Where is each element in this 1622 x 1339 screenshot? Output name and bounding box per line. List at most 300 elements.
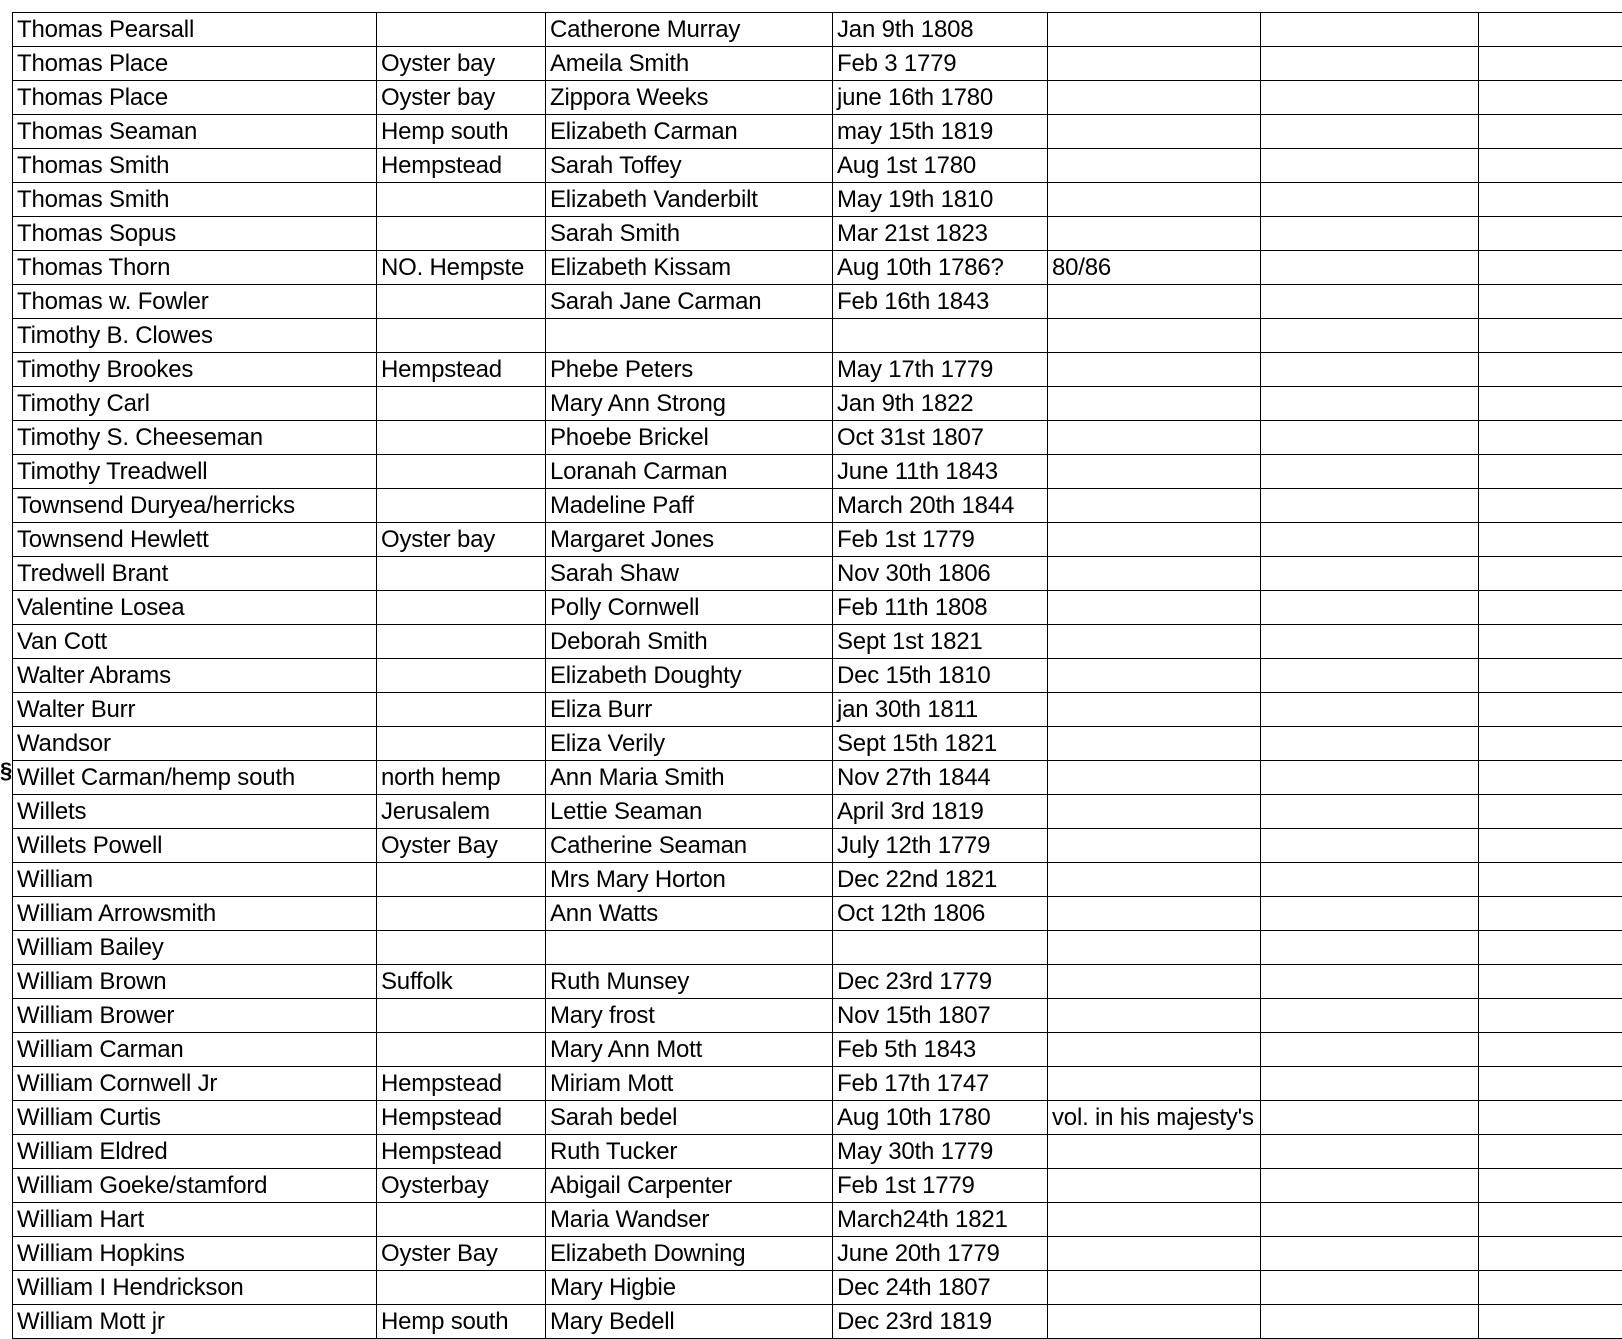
empty-cell <box>1479 965 1622 999</box>
marriage-date-cell: Jan 9th 1822 <box>833 387 1048 421</box>
spouse-name-cell: Elizabeth Carman <box>546 115 833 149</box>
empty-cell <box>1261 217 1479 251</box>
spouse-name-cell: Ruth Munsey <box>546 965 833 999</box>
marriage-date-cell <box>833 931 1048 965</box>
marriage-date-cell: Aug 1st 1780 <box>833 149 1048 183</box>
marriage-date-cell: Dec 23rd 1779 <box>833 965 1048 999</box>
note-cell <box>1048 1135 1261 1169</box>
marriage-date-cell: July 12th 1779 <box>833 829 1048 863</box>
empty-cell <box>1479 625 1622 659</box>
empty-cell <box>1479 319 1622 353</box>
note-cell <box>1048 625 1261 659</box>
spouse-name-cell: Sarah Toffey <box>546 149 833 183</box>
note-cell <box>1048 931 1261 965</box>
marriage-date-cell: Dec 24th 1807 <box>833 1271 1048 1305</box>
place-cell <box>377 13 546 47</box>
empty-cell <box>1479 1305 1622 1339</box>
empty-cell <box>1479 1237 1622 1271</box>
empty-cell <box>1479 1067 1622 1101</box>
marriage-date-cell: Oct 31st 1807 <box>833 421 1048 455</box>
note-cell <box>1048 557 1261 591</box>
place-cell: Hempstead <box>377 1101 546 1135</box>
spouse-name-cell: Elizabeth Kissam <box>546 251 833 285</box>
spouse-name-cell: Ann Maria Smith <box>546 761 833 795</box>
spouse-name-cell: Sarah Jane Carman <box>546 285 833 319</box>
note-cell <box>1048 1237 1261 1271</box>
marriage-date-cell: Dec 22nd 1821 <box>833 863 1048 897</box>
spouse-name-cell: Elizabeth Downing <box>546 1237 833 1271</box>
marriage-date-cell: Sept 1st 1821 <box>833 625 1048 659</box>
groom-name-cell: Timothy Treadwell <box>13 455 377 489</box>
table-row <box>13 1305 1622 1339</box>
groom-name-cell: Townsend Hewlett <box>13 523 377 557</box>
spouse-name-cell: Eliza Burr <box>546 693 833 727</box>
table-row <box>13 421 1622 455</box>
table-row <box>13 1203 1622 1237</box>
empty-cell <box>1261 1101 1479 1135</box>
empty-cell <box>1479 999 1622 1033</box>
groom-name-cell: William Arrowsmith <box>13 897 377 931</box>
empty-cell <box>1261 1067 1479 1101</box>
empty-cell <box>1479 285 1622 319</box>
empty-cell <box>1479 81 1622 115</box>
marriage-date-cell: Aug 10th 1780 <box>833 1101 1048 1135</box>
empty-cell <box>1479 13 1622 47</box>
groom-name-cell: Thomas Sopus <box>13 217 377 251</box>
empty-cell <box>1479 659 1622 693</box>
place-cell <box>377 319 546 353</box>
place-cell: Hempstead <box>377 1135 546 1169</box>
empty-cell <box>1261 1203 1479 1237</box>
marriage-date-cell: may 15th 1819 <box>833 115 1048 149</box>
note-cell <box>1048 999 1261 1033</box>
empty-cell <box>1261 1033 1479 1067</box>
place-cell <box>377 557 546 591</box>
empty-cell <box>1261 625 1479 659</box>
empty-cell <box>1479 761 1622 795</box>
note-cell <box>1048 421 1261 455</box>
groom-name-cell: Willets Powell <box>13 829 377 863</box>
place-cell: Oyster bay <box>377 81 546 115</box>
spouse-name-cell: Elizabeth Doughty <box>546 659 833 693</box>
marriage-date-cell: Feb 3 1779 <box>833 47 1048 81</box>
place-cell <box>377 897 546 931</box>
groom-name-cell: Thomas Place <box>13 81 377 115</box>
groom-name-cell: Walter Burr <box>13 693 377 727</box>
table-row <box>13 251 1622 285</box>
empty-cell <box>1261 1169 1479 1203</box>
table-row <box>13 455 1622 489</box>
marriage-date-cell: Sept 15th 1821 <box>833 727 1048 761</box>
spouse-name-cell: Loranah Carman <box>546 455 833 489</box>
note-cell <box>1048 523 1261 557</box>
groom-name-cell: Wandsor <box>13 727 377 761</box>
place-cell <box>377 727 546 761</box>
spouse-name-cell: Polly Cornwell <box>546 591 833 625</box>
empty-cell <box>1261 931 1479 965</box>
marriage-date-cell: Nov 30th 1806 <box>833 557 1048 591</box>
place-cell: Hempstead <box>377 1067 546 1101</box>
empty-cell <box>1479 47 1622 81</box>
table-row <box>13 285 1622 319</box>
table-row <box>13 319 1622 353</box>
empty-cell <box>1261 591 1479 625</box>
groom-name-cell: Willet Carman/hemp south <box>13 761 377 795</box>
spouse-name-cell: Mary Bedell <box>546 1305 833 1339</box>
empty-cell <box>1261 727 1479 761</box>
empty-cell <box>1261 1237 1479 1271</box>
spouse-name-cell: Abigail Carpenter <box>546 1169 833 1203</box>
empty-cell <box>1261 319 1479 353</box>
marriage-date-cell: Mar 21st 1823 <box>833 217 1048 251</box>
place-cell <box>377 285 546 319</box>
marriage-date-cell: May 19th 1810 <box>833 183 1048 217</box>
groom-name-cell: William Bailey <box>13 931 377 965</box>
marriage-date-cell: Nov 27th 1844 <box>833 761 1048 795</box>
groom-name-cell: Van Cott <box>13 625 377 659</box>
empty-cell <box>1479 353 1622 387</box>
empty-cell <box>1261 285 1479 319</box>
marriage-date-cell: Dec 23rd 1819 <box>833 1305 1048 1339</box>
place-cell <box>377 693 546 727</box>
note-cell <box>1048 149 1261 183</box>
table-row <box>13 1135 1622 1169</box>
table-row <box>13 863 1622 897</box>
table-row <box>13 47 1622 81</box>
marriage-date-cell: Feb 1st 1779 <box>833 1169 1048 1203</box>
table-row <box>13 1169 1622 1203</box>
marriage-date-cell: Nov 15th 1807 <box>833 999 1048 1033</box>
table-row <box>13 591 1622 625</box>
groom-name-cell: Thomas Pearsall <box>13 13 377 47</box>
marriage-date-cell: june 16th 1780 <box>833 81 1048 115</box>
empty-cell <box>1479 557 1622 591</box>
empty-cell <box>1261 421 1479 455</box>
marriage-date-cell: June 20th 1779 <box>833 1237 1048 1271</box>
place-cell <box>377 455 546 489</box>
empty-cell <box>1261 455 1479 489</box>
place-cell: Jerusalem <box>377 795 546 829</box>
empty-cell <box>1479 183 1622 217</box>
empty-cell <box>1261 489 1479 523</box>
place-cell <box>377 1203 546 1237</box>
note-cell <box>1048 455 1261 489</box>
spouse-name-cell: Zippora Weeks <box>546 81 833 115</box>
marriage-date-cell: Oct 12th 1806 <box>833 897 1048 931</box>
spouse-name-cell: Ameila Smith <box>546 47 833 81</box>
spouse-name-cell: Deborah Smith <box>546 625 833 659</box>
note-cell: 80/86 <box>1048 251 1261 285</box>
groom-name-cell: Tredwell Brant <box>13 557 377 591</box>
groom-name-cell: William Brower <box>13 999 377 1033</box>
empty-cell <box>1261 183 1479 217</box>
note-cell <box>1048 319 1261 353</box>
marriage-date-cell: May 17th 1779 <box>833 353 1048 387</box>
note-cell <box>1048 1203 1261 1237</box>
empty-cell <box>1261 761 1479 795</box>
spouse-name-cell: Mrs Mary Horton <box>546 863 833 897</box>
table-row <box>13 727 1622 761</box>
note-cell <box>1048 13 1261 47</box>
empty-cell <box>1261 387 1479 421</box>
marriage-date-cell: Feb 17th 1747 <box>833 1067 1048 1101</box>
empty-cell <box>1479 421 1622 455</box>
table-row <box>13 489 1622 523</box>
table-row <box>13 523 1622 557</box>
marriage-records-table <box>12 12 1622 1339</box>
empty-cell <box>1261 795 1479 829</box>
empty-cell <box>1479 115 1622 149</box>
spouse-name-cell: Sarah Shaw <box>546 557 833 591</box>
table-row <box>13 81 1622 115</box>
note-cell <box>1048 47 1261 81</box>
empty-cell <box>1479 863 1622 897</box>
table-row <box>13 931 1622 965</box>
empty-cell <box>1479 1033 1622 1067</box>
empty-cell <box>1261 863 1479 897</box>
note-cell <box>1048 693 1261 727</box>
groom-name-cell: William <box>13 863 377 897</box>
empty-cell <box>1479 897 1622 931</box>
empty-cell <box>1479 1271 1622 1305</box>
place-cell: Oysterbay <box>377 1169 546 1203</box>
empty-cell <box>1479 1101 1622 1135</box>
spouse-name-cell: Sarah bedel <box>546 1101 833 1135</box>
marriage-date-cell: Feb 1st 1779 <box>833 523 1048 557</box>
groom-name-cell: William Hopkins <box>13 1237 377 1271</box>
groom-name-cell: William Eldred <box>13 1135 377 1169</box>
spouse-name-cell: Ann Watts <box>546 897 833 931</box>
empty-cell <box>1479 251 1622 285</box>
empty-cell <box>1479 217 1622 251</box>
empty-cell <box>1261 13 1479 47</box>
empty-cell <box>1261 999 1479 1033</box>
groom-name-cell: Thomas Smith <box>13 149 377 183</box>
marriage-date-cell: March 20th 1844 <box>833 489 1048 523</box>
empty-cell <box>1261 47 1479 81</box>
table-row <box>13 183 1622 217</box>
spouse-name-cell: Phoebe Brickel <box>546 421 833 455</box>
note-cell <box>1048 285 1261 319</box>
table-row <box>13 659 1622 693</box>
place-cell: Hempstead <box>377 353 546 387</box>
table-row <box>13 149 1622 183</box>
place-cell: Oyster Bay <box>377 1237 546 1271</box>
empty-cell <box>1261 659 1479 693</box>
groom-name-cell: William Mott jr <box>13 1305 377 1339</box>
empty-cell <box>1479 455 1622 489</box>
table-row <box>13 761 1622 795</box>
spouse-name-cell: Mary Ann Strong <box>546 387 833 421</box>
empty-cell <box>1261 1305 1479 1339</box>
marriage-date-cell: April 3rd 1819 <box>833 795 1048 829</box>
note-cell <box>1048 387 1261 421</box>
note-cell <box>1048 1305 1261 1339</box>
note-cell <box>1048 863 1261 897</box>
empty-cell <box>1261 251 1479 285</box>
table-row <box>13 115 1622 149</box>
note-cell <box>1048 795 1261 829</box>
marriage-date-cell <box>833 319 1048 353</box>
note-cell <box>1048 1169 1261 1203</box>
groom-name-cell: Timothy Carl <box>13 387 377 421</box>
empty-cell <box>1479 387 1622 421</box>
place-cell <box>377 625 546 659</box>
groom-name-cell: Townsend Duryea/herricks <box>13 489 377 523</box>
table-row <box>13 693 1622 727</box>
note-cell: vol. in his majesty's <box>1048 1101 1261 1135</box>
empty-cell <box>1479 489 1622 523</box>
records-sheet <box>12 12 1622 1339</box>
note-cell <box>1048 1271 1261 1305</box>
groom-name-cell: William Hart <box>13 1203 377 1237</box>
empty-cell <box>1261 829 1479 863</box>
marriage-date-cell: Feb 11th 1808 <box>833 591 1048 625</box>
note-cell <box>1048 353 1261 387</box>
marriage-date-cell: Feb 5th 1843 <box>833 1033 1048 1067</box>
table-row <box>13 1033 1622 1067</box>
note-cell <box>1048 659 1261 693</box>
spouse-name-cell: Maria Wandser <box>546 1203 833 1237</box>
marriage-date-cell: Jan 9th 1808 <box>833 13 1048 47</box>
marriage-date-cell: Feb 16th 1843 <box>833 285 1048 319</box>
empty-cell <box>1261 1271 1479 1305</box>
empty-cell <box>1261 81 1479 115</box>
groom-name-cell: William Curtis <box>13 1101 377 1135</box>
empty-cell <box>1261 353 1479 387</box>
note-cell <box>1048 115 1261 149</box>
groom-name-cell: William Cornwell Jr <box>13 1067 377 1101</box>
empty-cell <box>1479 931 1622 965</box>
table-row <box>13 353 1622 387</box>
note-cell <box>1048 829 1261 863</box>
place-cell: Suffolk <box>377 965 546 999</box>
table-row <box>13 1271 1622 1305</box>
place-cell <box>377 591 546 625</box>
empty-cell <box>1479 727 1622 761</box>
groom-name-cell: Thomas Thorn <box>13 251 377 285</box>
note-cell <box>1048 81 1261 115</box>
groom-name-cell: William Carman <box>13 1033 377 1067</box>
place-cell <box>377 999 546 1033</box>
empty-cell <box>1261 557 1479 591</box>
spouse-name-cell: Phebe Peters <box>546 353 833 387</box>
groom-name-cell: Timothy S. Cheeseman <box>13 421 377 455</box>
spouse-name-cell: Mary Ann Mott <box>546 1033 833 1067</box>
spouse-name-cell: Ruth Tucker <box>546 1135 833 1169</box>
note-cell <box>1048 761 1261 795</box>
groom-name-cell: Thomas Smith <box>13 183 377 217</box>
groom-name-cell: Valentine Losea <box>13 591 377 625</box>
place-cell <box>377 1271 546 1305</box>
spouse-name-cell: Sarah Smith <box>546 217 833 251</box>
note-cell <box>1048 489 1261 523</box>
empty-cell <box>1479 1169 1622 1203</box>
place-cell <box>377 1033 546 1067</box>
table-row <box>13 13 1622 47</box>
empty-cell <box>1261 693 1479 727</box>
spouse-name-cell: Margaret Jones <box>546 523 833 557</box>
spouse-name-cell: Catherine Seaman <box>546 829 833 863</box>
table-row <box>13 1101 1622 1135</box>
place-cell: Oyster Bay <box>377 829 546 863</box>
note-cell <box>1048 727 1261 761</box>
table-row <box>13 217 1622 251</box>
marriage-date-cell: March24th 1821 <box>833 1203 1048 1237</box>
spouse-name-cell: Eliza Verily <box>546 727 833 761</box>
spouse-name-cell <box>546 319 833 353</box>
place-cell: Oyster bay <box>377 523 546 557</box>
spouse-name-cell: Miriam Mott <box>546 1067 833 1101</box>
place-cell <box>377 659 546 693</box>
note-cell <box>1048 183 1261 217</box>
note-cell <box>1048 1067 1261 1101</box>
place-cell: Hempstead <box>377 149 546 183</box>
note-cell <box>1048 897 1261 931</box>
empty-cell <box>1479 523 1622 557</box>
table-row <box>13 1067 1622 1101</box>
note-cell <box>1048 1033 1261 1067</box>
marriage-date-cell: Aug 10th 1786? <box>833 251 1048 285</box>
groom-name-cell: Walter Abrams <box>13 659 377 693</box>
groom-name-cell: William Brown <box>13 965 377 999</box>
place-cell <box>377 387 546 421</box>
spouse-name-cell: Elizabeth Vanderbilt <box>546 183 833 217</box>
note-cell <box>1048 591 1261 625</box>
groom-name-cell: Thomas Seaman <box>13 115 377 149</box>
place-cell <box>377 183 546 217</box>
table-row <box>13 387 1622 421</box>
empty-cell <box>1479 1135 1622 1169</box>
empty-cell <box>1479 795 1622 829</box>
place-cell: Oyster bay <box>377 47 546 81</box>
table-row <box>13 625 1622 659</box>
spouse-name-cell <box>546 931 833 965</box>
empty-cell <box>1479 693 1622 727</box>
marriage-date-cell: jan 30th 1811 <box>833 693 1048 727</box>
empty-cell <box>1479 149 1622 183</box>
note-cell <box>1048 217 1261 251</box>
empty-cell <box>1261 1135 1479 1169</box>
marriage-date-cell: May 30th 1779 <box>833 1135 1048 1169</box>
place-cell: NO. Hempste <box>377 251 546 285</box>
spouse-name-cell: Madeline Paff <box>546 489 833 523</box>
empty-cell <box>1479 591 1622 625</box>
empty-cell <box>1261 149 1479 183</box>
records-table-body <box>13 13 1622 1339</box>
note-cell <box>1048 965 1261 999</box>
groom-name-cell: Thomas w. Fowler <box>13 285 377 319</box>
groom-name-cell: Thomas Place <box>13 47 377 81</box>
spouse-name-cell: Lettie Seaman <box>546 795 833 829</box>
groom-name-cell: William I Hendrickson <box>13 1271 377 1305</box>
table-row <box>13 829 1622 863</box>
spouse-name-cell: Catherone Murray <box>546 13 833 47</box>
empty-cell <box>1479 1203 1622 1237</box>
table-row <box>13 999 1622 1033</box>
place-cell <box>377 931 546 965</box>
margin-mark: § <box>0 760 12 782</box>
empty-cell <box>1261 115 1479 149</box>
groom-name-cell: Willets <box>13 795 377 829</box>
place-cell <box>377 863 546 897</box>
place-cell <box>377 489 546 523</box>
groom-name-cell: Timothy Brookes <box>13 353 377 387</box>
empty-cell <box>1479 829 1622 863</box>
place-cell: north hemp <box>377 761 546 795</box>
marriage-date-cell: June 11th 1843 <box>833 455 1048 489</box>
place-cell: Hemp south <box>377 115 546 149</box>
